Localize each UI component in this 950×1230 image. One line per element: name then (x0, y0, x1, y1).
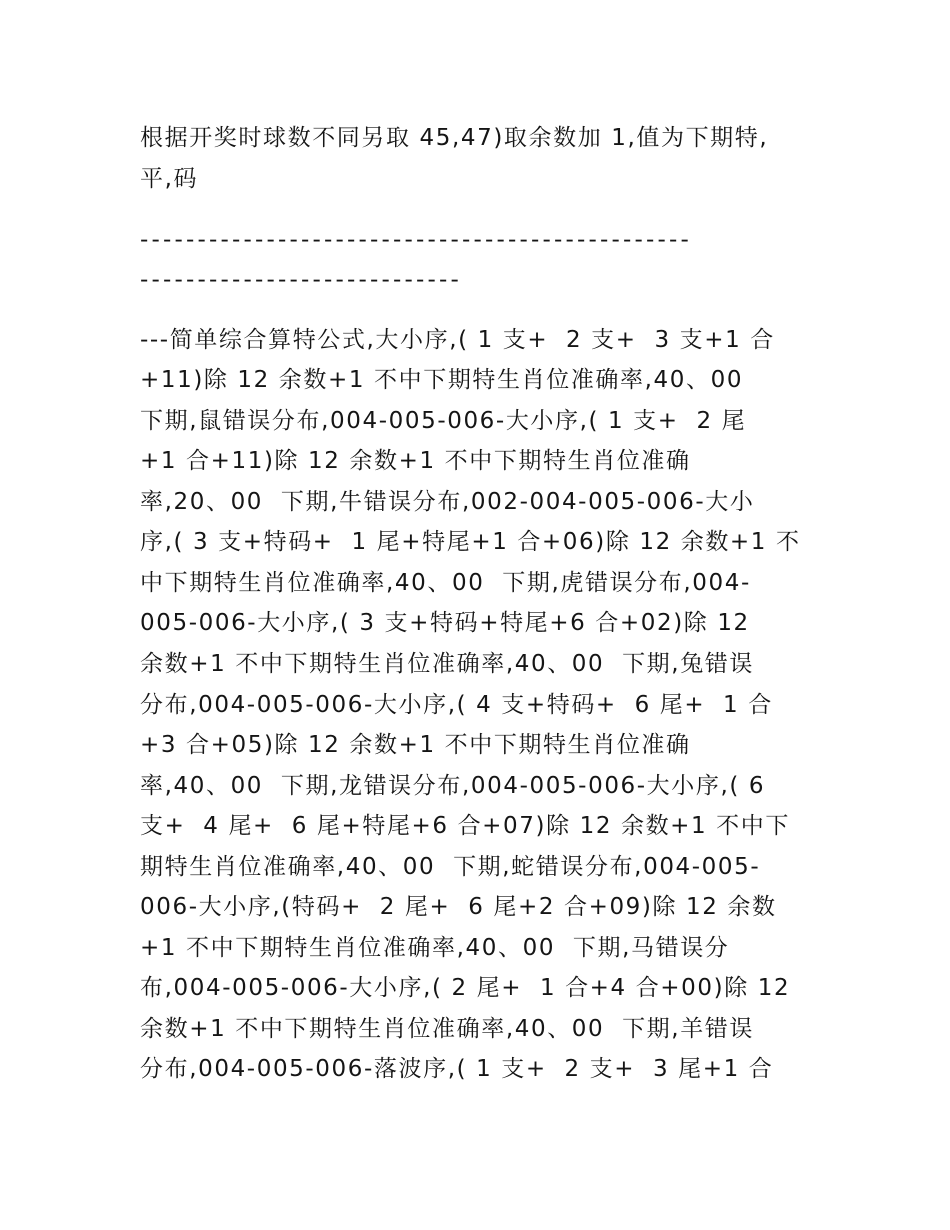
body-line-18: 余数+1 不中下期特生肖位准确率,40、00 下期,羊错误 (140, 1016, 754, 1042)
body-line-1: ---简单综合算特公式,大小序,( 1 支+ 2 支+ 3 支+1 合 (140, 327, 775, 353)
body-line-14: 期特生肖位准确率,40、00 下期,蛇错误分布,004-005- (140, 854, 761, 880)
body-line-8: 005-006-大小序,( 3 支+特码+特尾+6 合+02)除 12 (140, 610, 750, 636)
body-line-9: 余数+1 不中下期特生肖位准确率,40、00 下期,兔错误 (140, 651, 754, 677)
separator-line-2: ---------------------------- (140, 267, 462, 293)
body-line-6: 序,( 3 支+特码+ 1 尾+特尾+1 合+06)除 12 余数+1 不 (140, 529, 801, 555)
body-line-2: +11)除 12 余数+1 不中下期特生肖位准确率,40、00 (140, 367, 744, 393)
body-line-10: 分布,004-005-006-大小序,( 4 支+特码+ 6 尾+ 1 合 (140, 692, 773, 718)
body-line-13: 支+ 4 尾+ 6 尾+特尾+6 合+07)除 12 余数+1 不中下 (140, 813, 790, 839)
intro-line-1: 根据开奖时球数不同另取 45,47)取余数加 1,值为下期特, (140, 125, 769, 151)
body-line-15: 006-大小序,(特码+ 2 尾+ 6 尾+2 合+09)除 12 余数 (140, 894, 777, 920)
body-line-11: +3 合+05)除 12 余数+1 不中下期特生肖位准确 (140, 732, 691, 758)
body-line-19: 分布,004-005-006-落波序,( 1 支+ 2 支+ 3 尾+1 合 (140, 1056, 774, 1082)
separator-line-1: ------------------------------------------------ (140, 227, 692, 253)
body-line-3: 下期,鼠错误分布,004-005-006-大小序,( 1 支+ 2 尾 (140, 408, 747, 434)
body-line-12: 率,40、00 下期,龙错误分布,004-005-006-大小序,( 6 (140, 773, 766, 799)
body-line-5: 率,20、00 下期,牛错误分布,002-004-005-006-大小 (140, 489, 755, 515)
body-line-17: 布,004-005-006-大小序,( 2 尾+ 1 合+4 合+00)除 12 (140, 975, 791, 1001)
body-line-16: +1 不中下期特生肖位准确率,40、00 下期,马错误分 (140, 935, 730, 961)
body-line-7: 中下期特生肖位准确率,40、00 下期,虎错误分布,004- (140, 570, 751, 596)
body-line-4: +1 合+11)除 12 余数+1 不中下期特生肖位准确 (140, 448, 691, 474)
intro-line-2: 平,码 (140, 166, 199, 192)
